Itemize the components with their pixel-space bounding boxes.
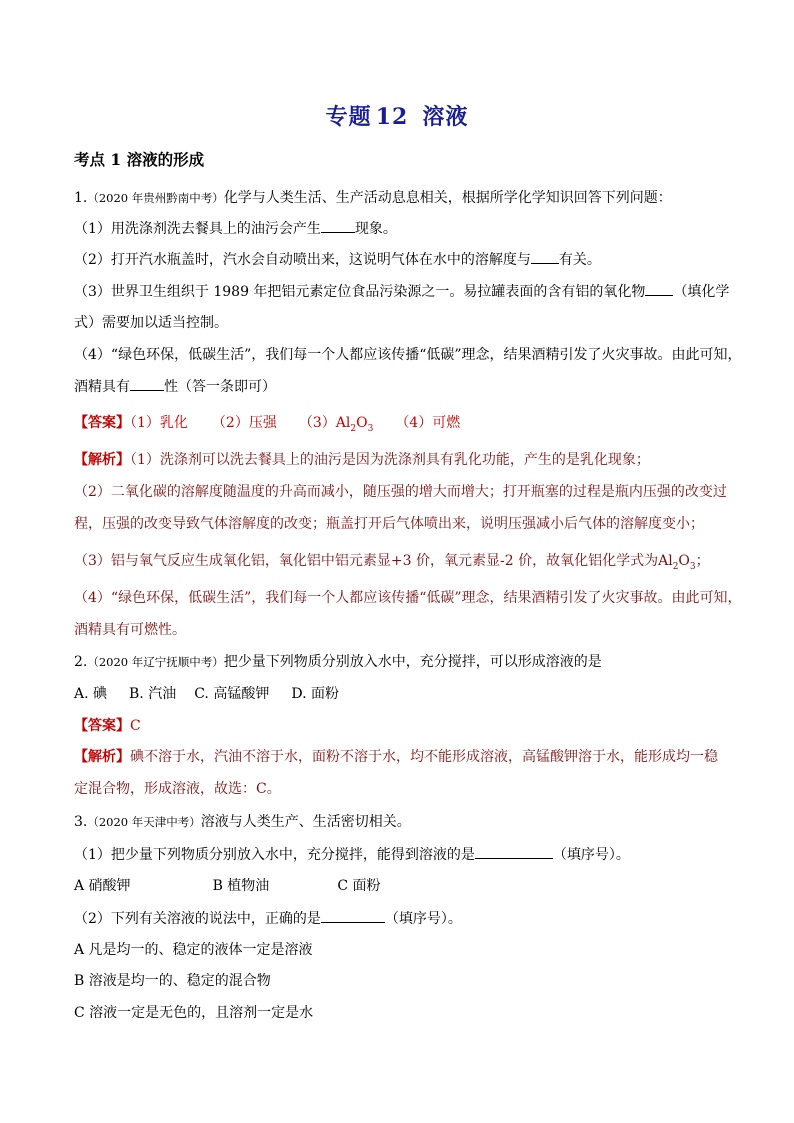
q2-explanation-line-1 [74,747,718,767]
q1-explanation-label: 【解析】 [74,452,130,468]
q1-blank-4 [130,376,164,391]
q3-part2 [74,908,462,929]
formula-al: Al [335,415,351,431]
q1-explanation-text-1: （1）洗涤剂可以洗去餐具上的油污是因为洗涤剂具有乳化功能，产生的是乳化现象； [130,452,650,468]
title-number: 12 [375,104,409,130]
q1-source: （2020 年贵州黔南中考） [87,191,224,205]
q1-answer-3: （3） [298,415,336,431]
title-name: 溶液 [422,104,469,130]
q3-part1 [74,844,630,865]
q1-answer-label: 【答案】 [74,415,130,431]
q3-blank-1 [475,844,553,859]
q1-explanation-line-4 [74,551,710,577]
q3-part1-tail: （填序号）。 [552,847,630,863]
q1-part2-text: （2）打开汽水瓶盖时，汽水会自动喷出来，这说明气体在水中的溶解度与 [74,252,531,268]
page-title [0,100,794,131]
q3-blank-2 [321,908,385,923]
q1-blank-3 [645,281,673,296]
q3-source: （2020 年天津中考） [87,815,201,829]
q1-answer-1: （1）乳化 [130,415,188,431]
q1-blank-1 [321,218,355,233]
q2-option-c: C. 高锰酸钾 [194,686,270,702]
q1-part1 [74,218,397,239]
q3-stem-line [74,812,411,832]
q3-option-b: B 植物油 [212,878,270,894]
q1-number: 1. [74,190,88,206]
q2-stem: 把少量下列物质分别放入水中，充分搅拌，可以形成溶液的是 [223,654,602,670]
q2-option-a: A. 碘 [74,686,108,702]
q1-answer-3-formula [335,415,374,434]
q1-stem: 化学与人类生活、生产活动息息相关，根据所学化学知识回答下列问题： [223,190,672,206]
q1-explanation-line-3: 程，压强的改变导致气体溶解度的改变；瓶盖打开后气体喷出来，说明压强减小后气体的溶解度变小； [74,516,704,532]
q1-answer-2: （2）压强 [211,415,277,431]
q1-blank-2 [531,249,559,264]
q2-option-b: B. 汽油 [129,686,177,702]
q1-stem-line [74,188,672,208]
q1-part4: （4）“绿色环保，低碳生活”，我们每一个人都应该传播“低碳”理念，结果酒精引发了火灾事故。由此可知， [74,347,742,363]
q3-part1-text: （1）把少量下列物质分别放入水中，充分搅拌，能得到溶液的是 [74,847,475,863]
q3-part2-option-a: A 凡是均一的、稳定的液体一定是溶液 [74,942,313,958]
q1-explanation-formula: $Al_2O_3$； [658,553,710,572]
q3-part2-option-c: C 溶液一定是无色的，且溶剂一定是水 [74,1005,314,1021]
q1-explanation-line-1 [74,450,650,470]
q1-part2-tail: 有关。 [558,252,601,268]
q3-stem: 溶液与人类生产、生活密切相关。 [200,814,411,830]
q2-options [74,684,339,704]
q3-option-c: C 面粉 [337,878,381,894]
q2-stem-line [74,652,602,672]
q1-explanation-line-5: （4）“绿色环保，低碳生活”，我们每一个人都应该传播“低碳”理念，结果酒精引发了火灾事故。由此可知， [74,590,742,606]
q1-part4-cont [74,376,276,397]
q2-explanation-label: 【解析】 [74,749,130,765]
q3-part2-text: （2）下列有关溶液的说法中，正确的是 [74,911,321,927]
q2-answer-label: 【答案】 [74,718,130,734]
q3-part2-option-b: B 溶液是均一的、稳定的混合物 [74,973,271,989]
q3-option-a: A 硝酸钾 [74,878,131,894]
formula-al-2: Al [658,553,673,569]
q2-option-d: D. 面粉 [291,686,339,702]
formula-o-2: O [678,553,690,569]
q1-part1-text: （1）用洗涤剂洗去餐具上的油污会产生 [74,221,321,237]
q3-part2-tail: （填序号）。 [384,911,462,927]
section-heading: 考点 1 溶液的形成 [74,150,205,169]
q1-answer-4: （4）可燃 [395,415,461,431]
q3-number: 3. [74,814,88,830]
q1-answer [74,413,460,439]
formula-sub-2: 2 [350,423,357,434]
q2-number: 2. [74,654,88,670]
q1-explanation-line-6: 酒精具有可燃性。 [74,622,186,638]
q1-explanation-text-4: （3）铝与氧气反应生成氧化铝，氧化铝中铝元素显+3 价，氧元素显-2 价，故氧化铝化学式为 [74,553,659,569]
formula-sub-3: 3 [367,423,374,434]
q1-explanation-line-2: （2）二氧化碳的溶解度随温度的升高而减小，随压强的增大而增大；打开瓶塞的过程是瓶内压强的改变过 [74,484,727,500]
q1-part4-text: 酒精具有 [74,379,130,395]
q1-part1-tail: 现象。 [354,221,397,237]
formula-o: O [356,415,368,431]
q1-part4-tail: 性（答一条即可） [164,379,276,395]
q1-part3-text: （3）世界卫生组织于 1989 年把铝元素定位食品污染源之一。易拉罐表面的含有铝的氧化物 [74,284,646,300]
formula-sub-2b: 2 [672,561,679,572]
q2-explanation-text-1: 碘不溶于水，汽油不溶于水，面粉不溶于水，均不能形成溶液，高锰酸钾溶于水，能形成均一稳 [130,749,718,765]
q1-part3 [74,281,729,302]
q2-answer-value: C [130,718,141,734]
q2-source: （2020 年辽宁抚顺中考） [87,655,224,669]
q1-part3-tail: （填化学 [673,284,730,300]
formula-sub-3b: 3 [689,561,696,572]
q1-part2 [74,249,601,270]
q1-part3-cont: 式）需要加以适当控制。 [74,315,228,331]
q3-part1-options [74,876,380,896]
q2-answer [74,716,141,736]
q2-explanation-line-2: 定混合物，形成溶液，故选：C。 [74,781,281,797]
title-prefix: 专题 [325,104,372,130]
